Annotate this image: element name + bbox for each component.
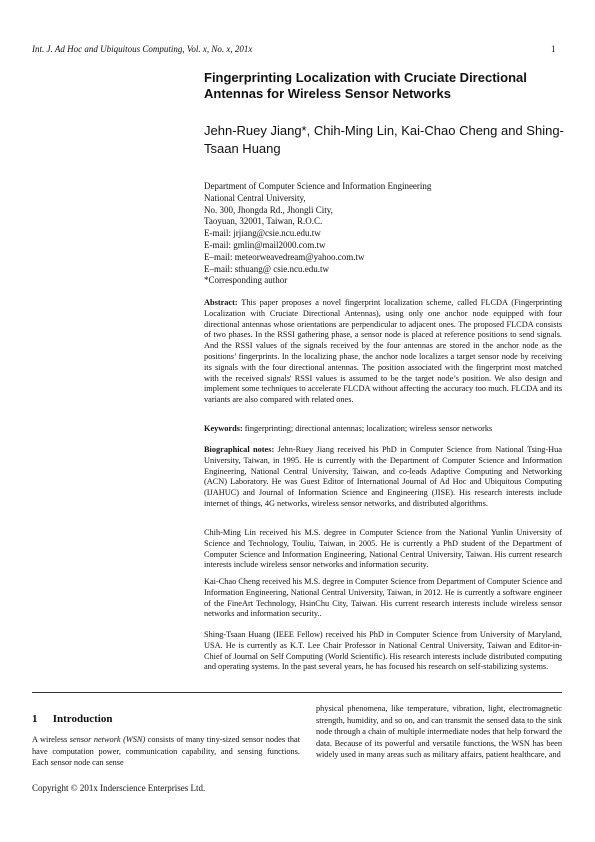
intro-text: consists of many tiny-sized sensor nodes that have computation power, communication capability, and sensing functions. Each sensor node can sense [32, 735, 300, 768]
bio-jiang [204, 445, 562, 510]
bio-label: Biographical notes: [204, 445, 275, 454]
abstract [204, 298, 562, 406]
intro-text: A wireless [32, 735, 70, 744]
abstract-text: This paper proposes a novel fingerprint localization scheme, called FLCDA (Fingerprinting Localization with Cruciate Directional Antennas), using only one anchor node equipped with four directional antennas whose orientations are perpendicular to adjacent ones. The proposed FLCDA consists of two phases. In the RSSI gathering phase, a sensor node is placed at reference positions to send signals. And the RSSI values of the signals received by the four antennas are stored in the anchor node as the positions’ fingerprints. In the localizing phase, the anchor node localizes a target sensor node by receiving its signals with the four directional antennas. The position associated with the fingerprint most matched with the received signals' RSSI values is assumed to be the target node’s position. We also design and implement some techniques to accelerate FLCDA without affecting the accuracy too much. FLCDA and its variants are also compared with related ones. [204, 298, 562, 405]
author-list: Jehn-Ruey Jiang*, Chih-Ming Lin, Kai-Chao Cheng and Shing-Tsaan Huang [204, 123, 564, 156]
paper-title: Fingerprinting Localization with Cruciate Directional Antennas for Wireless Sensor Networks [204, 70, 527, 101]
affiliation-line: Department of Computer Science and Information Engineering [204, 181, 432, 191]
affiliation-line: No. 300, Jhongda Rd., Jhongli City, [204, 204, 333, 215]
affiliation-block [204, 181, 564, 287]
journal-header: Int. J. Ad Hoc and Ubiquitous Computing, Vol. x, No. x, 201x [32, 44, 253, 54]
bio-cheng: Kai-Chao Cheng received his M.S. degree in Computer Science from Department of Computer Science and Information Engineering, National Central University, Taiwan, in 2012. He is currently a software engineer of the FineArt Technology, HsinChu City, Taiwan. His current research interests include wireless sensor networks and information security.. [204, 577, 562, 619]
keywords-text: fingerprinting; directional antennas; localization; wireless sensor networks [244, 424, 493, 433]
bio-huang: Shing-Tsaan Huang (IEEE Fellow) received his PhD in Computer Science from University of Maryland, USA. He is currently as K.T. Lee Chair Professor in National Central University, Taiwan and Editor-in-Chief of Journal on Self Computing (World Scientific). His research interests include distributed computing and operating systems. In the past several years, he has focused his research on self-stabilizing systems. [204, 630, 562, 672]
section-divider [32, 692, 562, 693]
email-line: E–mail: sthuang@ csie.ncu.edu.tw [204, 263, 330, 274]
section-title: Introduction [52, 713, 113, 725]
section-number: 1 [32, 713, 38, 725]
affiliation-line: Taoyuan, 32001, Taiwan, R.O.C. [204, 216, 323, 227]
affiliation-line: National Central University, [204, 192, 306, 203]
intro-left-column [32, 734, 300, 769]
intro-right-column: physical phenomena, like temperature, vibration, light, electromagnetic strength, humidity, and so on, and can transmit the sensed data to the sink node through a chain of multiple intermediate nodes that help forward the data. Because of its powerful and versatile functions, the WSN has been widely used in many areas such as military affairs, patient healthcare, and [316, 704, 562, 760]
email-line: E-mail: jrjiang@csie.ncu.edu.tw [204, 228, 321, 239]
abstract-label: Abstract: [204, 298, 238, 307]
email-line: E–mail: meteorweavedream@yahoo.com.tw [204, 251, 365, 262]
corresponding-author-note: *Corresponding author [204, 275, 288, 286]
intro-term: sensor network (WSN) [69, 735, 146, 744]
bio-lin: Chih-Ming Lin received his M.S. degree in Computer Science from the National Yunlin University of Science and Technology, Touliu, Taiwan, in 2005. He is currently a PhD student of the Department of Computer Science and Information Engineering, National Central University, Taiwan. His current research interests include wireless sensor networks and information security. [204, 528, 562, 570]
email-line: E-mail: gmlin@mail2000.com.tw [204, 239, 326, 250]
bio-text: Jehn-Ruey Jiang received his PhD in Computer Science from National Tsing-Hua University, Taiwan, in 1995. He is currently with the Department of Computer Science and Information Engineering, National Central University, Taiwan, and co-leads Adaptive Computing and Networking (ACN) Laboratory. He was Guest Editor of International Journal of Ad Hoc and Ubiquitous Computing (IJAHUC) and Journal of Information Science and Engineering (JISE). His research interests include internet of things, 4G networks, wireless sensor networks, and distributed algorithms. [204, 445, 562, 508]
keywords-label: Keywords: [204, 424, 243, 433]
copyright-notice: Copyright © 201x Inderscience Enterprises Ltd. [32, 783, 206, 793]
keywords [204, 424, 562, 435]
page-number: 1 [551, 44, 556, 54]
section-heading [32, 713, 112, 725]
